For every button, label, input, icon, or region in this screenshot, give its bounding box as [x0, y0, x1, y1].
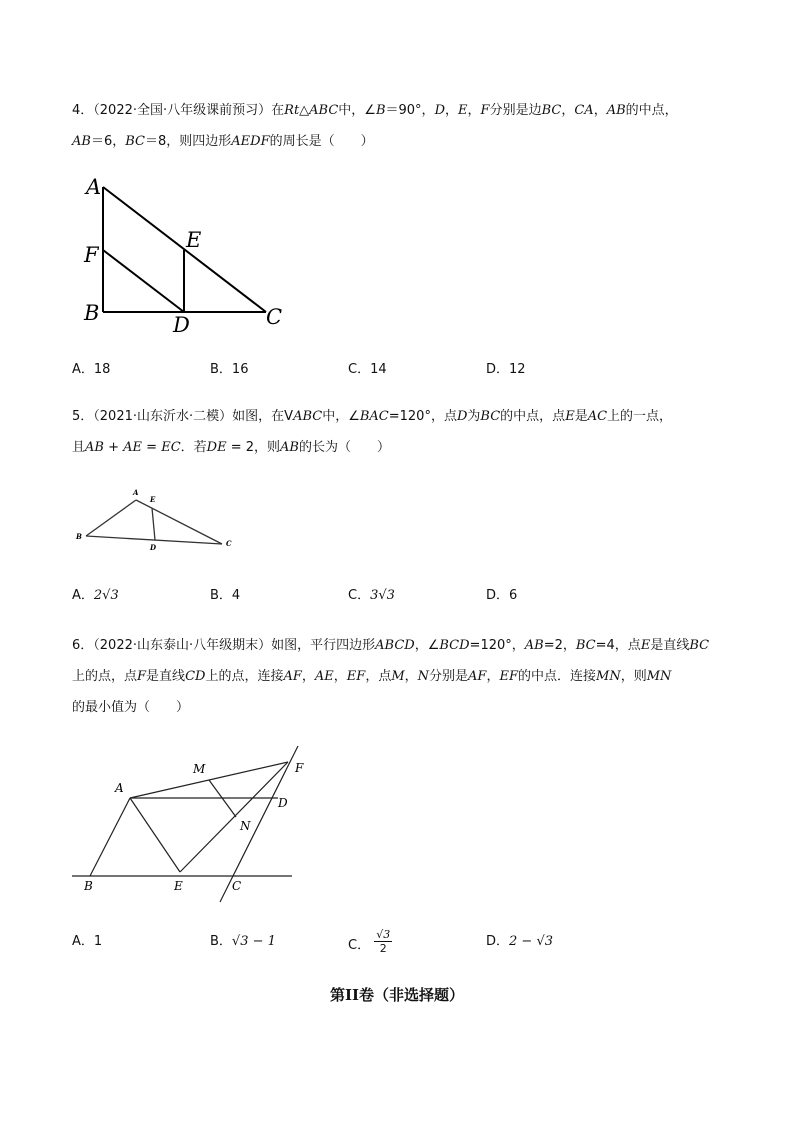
q5-label-a: A: [133, 488, 139, 497]
q6-label-b: B: [84, 879, 93, 893]
q4-label-d: D: [173, 313, 190, 337]
q5-choice-a[interactable]: A．2√3: [72, 588, 119, 603]
fraction-numerator: √3: [376, 928, 391, 941]
q6-label-m: M: [193, 762, 206, 776]
q5-line-2: 且AB + AE = EC．若DE = 2，则AB的长为（ ）: [72, 440, 390, 455]
q4-label-e: E: [186, 228, 202, 252]
q4-choice-d[interactable]: D．12: [486, 362, 526, 377]
q4-line-2: AB＝6，BC＝8，则四边形AEDF的周长是（ ）: [72, 134, 374, 149]
section-title: 第II卷（非选择题）: [329, 986, 465, 1004]
q6-label-c: C: [232, 879, 242, 893]
q6-choice-a[interactable]: A．1: [72, 934, 103, 949]
fraction: [374, 928, 392, 955]
q6-choice-b[interactable]: B．√3 − 1: [210, 934, 276, 949]
q6-label-a: A: [115, 781, 124, 795]
q5-label-b: B: [76, 532, 82, 541]
q4-choice-c[interactable]: C．14: [348, 362, 387, 377]
q4-number: 4．: [72, 103, 94, 118]
q6-label-f: F: [295, 761, 304, 775]
fraction-denominator: 2: [379, 942, 387, 955]
q5-figure: [70, 484, 245, 554]
q4-choice-b[interactable]: B．16: [210, 362, 249, 377]
q5-choice-d[interactable]: D．6: [486, 588, 518, 603]
q4-label-c: C: [266, 305, 283, 329]
q5-source: （2021·山东沂水·二模）: [93, 409, 233, 424]
q6-line-3: 的最小值为（ ）: [72, 700, 190, 715]
q4-label-f: F: [84, 243, 99, 267]
q4-choice-a[interactable]: A．18: [72, 362, 111, 377]
q4-label-b: B: [84, 301, 100, 325]
q6-choice-c[interactable]: C． $\frac{√3}{2}$: [348, 928, 391, 955]
q6-label-e: E: [174, 879, 183, 893]
q6-label-n: N: [240, 819, 251, 833]
q5-label-c: C: [226, 539, 232, 548]
q6-line-1: 6．（2022·山东泰山·八年级期末）如图，平行四边形ABCD，∠BCD=120°，AB=2，BC=4，点E是直线BC: [72, 638, 710, 653]
q6-line-2: 上的点，点F是直线CD上的点，连接AF，AE，EF，点M，N分别是AF，EF的中点．连接MN，则MN: [72, 669, 672, 684]
q5-choice-b[interactable]: B．4: [210, 588, 241, 603]
q4-label-a: A: [86, 175, 102, 199]
q4-source: （2022·全国·八年级课前预习）: [93, 103, 272, 118]
q6-number: 6．: [72, 638, 94, 653]
q4-line-1: 4．（2022·全国·八年级课前预习）在Rt△ABC中，∠B＝90°，D，E，F分别是边BC，CA，AB的中点，: [72, 103, 678, 118]
q6-choice-d[interactable]: D．2 − √3: [486, 934, 553, 949]
q6-figure: [70, 740, 310, 905]
q5-choice-c[interactable]: C．3√3: [348, 588, 395, 603]
q6-source: （2022·山东泰山·八年级期末）: [93, 638, 272, 653]
q4-figure: [78, 172, 293, 337]
q5-label-d: D: [150, 543, 157, 552]
q5-label-e: E: [150, 495, 156, 504]
q6-label-d: D: [278, 796, 288, 810]
q5-number: 5．: [72, 409, 94, 424]
q5-line-1: 5．（2021·山东沂水·二模）如图，在VABC中，∠BAC=120°，点D为BC的中点，点E是AC上的一点，: [72, 409, 673, 424]
